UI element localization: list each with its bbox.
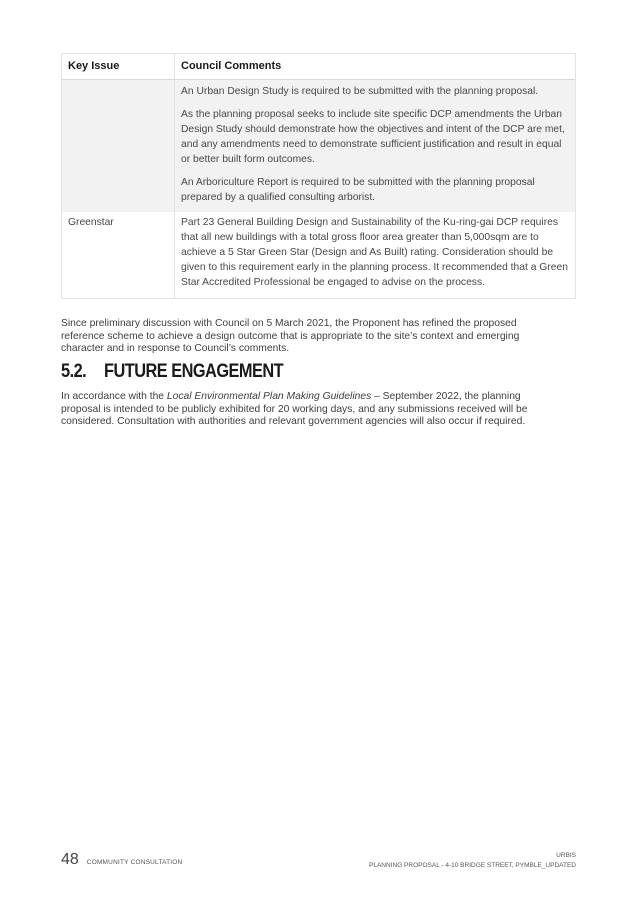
engagement-paragraph (61, 391, 561, 429)
section-number: 5.2. (61, 361, 87, 382)
section-title: FUTURE ENGAGEMENT (104, 361, 284, 382)
footer-right (369, 851, 576, 871)
table-row (62, 80, 575, 212)
engagement-prefix: In accordance with the (61, 391, 167, 402)
column-header-key-issue: Key Issue (62, 54, 175, 79)
intro-paragraph: Since preliminary discussion with Council on 5 March 2021, the Proponent has refined the proposed reference scheme to achieve a design outcome that is appropriate to the site’s context and emerging character and in response to Council’s comments. (61, 318, 520, 355)
footer-section-label: COMMUNITY CONSULTATION (86, 859, 183, 866)
page-number: 48 (61, 851, 79, 868)
key-issue-cell: Greenstar (62, 212, 175, 298)
council-comments-cell (175, 212, 575, 298)
guidelines-title: Local Environmental Plan Making Guidelines (166, 391, 372, 402)
council-comments-cell (175, 80, 575, 212)
footer-document-title: PLANNING PROPOSAL - 4-10 BRIDGE STREET, PYMBLE_UPDATED (369, 862, 576, 869)
footer-left (61, 851, 182, 869)
comment-paragraph: As the planning proposal seeks to include site specific DCP amendments the Urban Design Study should demonstrate how the objectives and intent of the DCP are met, and any amendments need to demonstrate sufficient justification and result in equal or better built form outcomes. (181, 109, 565, 165)
council-comments-table (61, 53, 576, 299)
table-row (62, 212, 575, 298)
comment-paragraph: Part 23 General Building Design and Sustainability of the Ku-ring-gai DCP requires that all new buildings with a total gross floor area greater than 5,000sqm are to achieve a 5 Star Green Star (Design and As Built) rating. Consideration should be given to this requirement early in the planning process. It recommended that a Green Star Accredited Professional be engaged to advise on the process. (181, 217, 568, 288)
key-issue-cell (62, 80, 175, 212)
engagement-suffix: – September 2022, the planning proposal is intended to be publicly exhibited for 20 working days, and any submissions received will be considered. Consultation with authorities and relevant government agencies will also occur if required. (61, 391, 528, 428)
table-header-row (62, 54, 575, 80)
section-heading (61, 361, 283, 383)
comment-paragraph: An Urban Design Study is required to be submitted with the planning proposal. (181, 86, 539, 97)
footer-company: URBIS (556, 852, 576, 859)
column-header-council-comments: Council Comments (181, 60, 282, 72)
comment-paragraph: An Arboriculture Report is required to be submitted with the planning proposal prepared by a qualified consulting arborist. (181, 177, 535, 203)
